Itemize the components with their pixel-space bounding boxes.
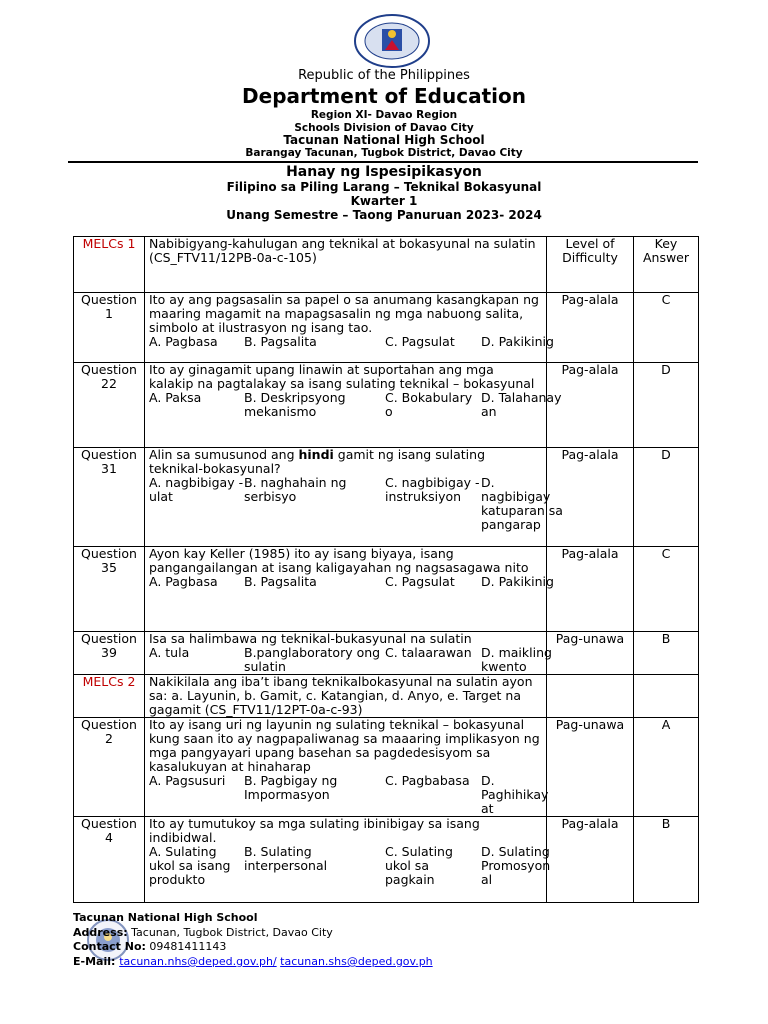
question-label: Question 22: [74, 363, 145, 448]
email-label: E-Mail:: [73, 955, 120, 968]
option-a: A. nagbibigay -ulat: [149, 475, 244, 504]
option-b: B. naghahain ng serbisyo: [244, 475, 347, 504]
key-header: Key Answer: [634, 237, 699, 293]
options: [149, 773, 549, 816]
level-header: Level of Difficulty: [547, 237, 634, 293]
level-cell: Pag-alala: [547, 363, 634, 448]
key-cell: D: [634, 448, 699, 547]
option-d: D. nagbibigay katuparan sa pangarap: [481, 475, 563, 532]
option-c: C. Pagsulat: [385, 334, 455, 349]
footer-school: Tacunan National High School: [73, 911, 258, 924]
division-line: Schools Division of Davao City: [294, 122, 474, 134]
option-d: D. Sulating Promosyon al: [481, 844, 551, 887]
option-d: D. Pakikinig: [481, 334, 554, 349]
melc-label: MELCs 2: [74, 675, 145, 718]
option-a: A. tula: [149, 645, 190, 660]
question-cell: [145, 546, 554, 632]
key-cell: B: [634, 632, 699, 675]
table-row: [74, 817, 699, 903]
option-c: C. Pagbabasa: [385, 773, 470, 788]
barangay-line: Barangay Tacunan, Tugbok District, Davao City: [245, 147, 523, 159]
question-cell: [145, 292, 554, 363]
option-b: B. Sulating interpersonal: [244, 844, 328, 873]
stem-text: gamit ng isang sulating teknikal-bokasyunal?: [149, 447, 486, 476]
question-stem: Isa sa halimbawa ng teknikal-bukasyunal na sulatin: [149, 631, 472, 646]
melc-label: MELCs 1: [74, 237, 145, 293]
question-stem: Ayon kay Keller (1985) ito ay isang biyaya, isang pangangailangan at isang kaligayahan ng nagsasagawa nito: [149, 546, 529, 575]
key-cell: C: [634, 547, 699, 632]
school-name: Tacunan National High School: [283, 133, 485, 147]
option-d: D. Pakikinig: [481, 574, 554, 589]
level-cell: Pag-alala: [547, 448, 634, 547]
question-label: Question 1: [74, 293, 145, 363]
level-cell: Pag-unawa: [547, 632, 634, 675]
question-stem: Ito ay isang uri ng layunin ng sulating teknikal – bokasyunal kung saan ito ay nagpapaliwanag sa maaaring implikasyon ng mga pangyayari upang basehan sa pagdedesisyom sa kasalukuyan at hinaharap: [149, 717, 540, 774]
question-label: Question 39: [74, 632, 145, 675]
option-b: B. Pagbigay ng Impormasyon: [244, 773, 338, 802]
question-label: Question 31: [74, 448, 145, 547]
deped-seal-icon: [353, 14, 431, 68]
stem-emphasis: hindi: [298, 447, 334, 462]
option-c: C. Sulating ukol sa pagkain: [385, 844, 453, 887]
option-a: A. Pagbasa: [149, 334, 218, 349]
option-c: C. talaarawan: [385, 645, 472, 660]
level-cell: [547, 675, 634, 718]
options: [149, 645, 552, 674]
option-a: A. Pagbasa: [149, 574, 218, 589]
question-stem: Ito ay ginagamit upang linawin at suportahan ang mga kalakip na pagtalakay sa isang sulating teknikal – bokasyunal: [149, 362, 535, 391]
table-row: [74, 718, 699, 817]
footer-contact: [73, 940, 226, 953]
option-a: A. Sulating ukol sa isang produkto: [149, 844, 231, 887]
footer-email: [73, 955, 433, 968]
table-row: [74, 547, 699, 632]
question-cell: [145, 718, 547, 817]
subject-line: Filipino sa Piling Larang – Teknikal Bokasyunal: [226, 180, 542, 194]
options: [149, 390, 562, 419]
email-link-nhs[interactable]: tacunan.nhs@deped.gov.ph/: [119, 955, 277, 968]
key-cell: A: [634, 718, 699, 817]
key-cell: C: [634, 293, 699, 363]
republic-line: Republic of the Philippines: [298, 68, 470, 83]
option-d: D. maikling kwento: [481, 645, 552, 674]
region-line: Region XI- Davao Region: [310, 109, 458, 121]
question-cell: [145, 447, 563, 547]
email-link-shs[interactable]: tacunan.shs@deped.gov.ph: [280, 955, 433, 968]
question-label: Question 4: [74, 817, 145, 903]
option-b: B. Pagsalita: [244, 334, 317, 349]
option-a: A. Paksa: [149, 390, 202, 405]
department-title: Department of Education: [242, 84, 526, 108]
specification-table: [73, 236, 699, 903]
options: [149, 844, 551, 887]
header-divider: [68, 161, 698, 163]
question-stem: [149, 448, 542, 476]
question-label: Question 2: [74, 718, 145, 817]
question-stem: Ito ay tumutukoy sa mga sulating ibinibigay sa isang indibidwal.: [149, 816, 480, 845]
key-cell: B: [634, 817, 699, 903]
question-cell: [145, 631, 552, 675]
contact-label: Contact No:: [73, 940, 146, 953]
stem-text: Alin sa sumusunod ang: [149, 447, 299, 462]
question-stem: Ito ay ang pagsasalin sa papel o sa anumang kasangkapan ng maaring magamit na mapagsasalin ng mga nabuong salita, simbolo at ilustrasyon ng isang tao.: [149, 292, 539, 335]
table-row: [74, 448, 699, 547]
key-cell: D: [634, 363, 699, 448]
table-header-row: [74, 237, 699, 293]
options: [149, 334, 554, 349]
semester-line: Unang Semestre – Taong Panuruan 2023- 2024: [226, 208, 542, 222]
option-c: C. nagbibigay -instruksiyon: [385, 475, 480, 504]
level-cell: Pag-unawa: [547, 718, 634, 817]
melc-row: [74, 675, 699, 718]
question-cell: [145, 362, 562, 448]
option-b: B. Deskripsyong mekanismo: [244, 390, 346, 419]
option-d: D. Talahanay an: [481, 390, 562, 419]
contact-value: 09481411143: [145, 940, 227, 953]
option-b: B.panglaboratory ong sulatin: [244, 645, 381, 674]
question-cell: [145, 816, 551, 903]
key-cell: [634, 675, 699, 718]
option-a: A. Pagsusuri: [149, 773, 226, 788]
options: [149, 475, 563, 532]
quarter-line: Kwarter 1: [350, 194, 418, 208]
option-d: D. Paghihikay at: [481, 773, 549, 816]
option-c: C. Pagsulat: [385, 574, 455, 589]
option-b: B. Pagsalita: [244, 574, 317, 589]
melc-competency: Nabibigyang-kahulugan ang teknikal at bokasyunal na sulatin (CS_FTV11/12PB-0a-c-105): [145, 237, 547, 293]
footer-address: [73, 926, 333, 939]
table-row: [74, 632, 699, 675]
level-cell: Pag-alala: [547, 547, 634, 632]
level-cell: Pag-alala: [547, 817, 634, 903]
level-cell: Pag-alala: [547, 293, 634, 363]
option-c: C. Bokabulary o: [385, 390, 473, 419]
address-label: Address:: [73, 926, 128, 939]
melc-competency: Nakikilala ang iba’t ibang teknikalbokasyunal na sulatin ayon sa: a. Layunin, b. Gamit, c. Katangian, d. Anyo, e. Target na gagamit (CS_FTV11/12PT-0a-c-93): [145, 675, 547, 718]
table-row: [74, 293, 699, 363]
question-label: Question 35: [74, 547, 145, 632]
table-row: [74, 363, 699, 448]
document-title: Hanay ng Ispesipikasyon: [286, 164, 482, 180]
options: [149, 574, 554, 589]
address-value: Tacunan, Tugbok District, Davao City: [127, 926, 333, 939]
